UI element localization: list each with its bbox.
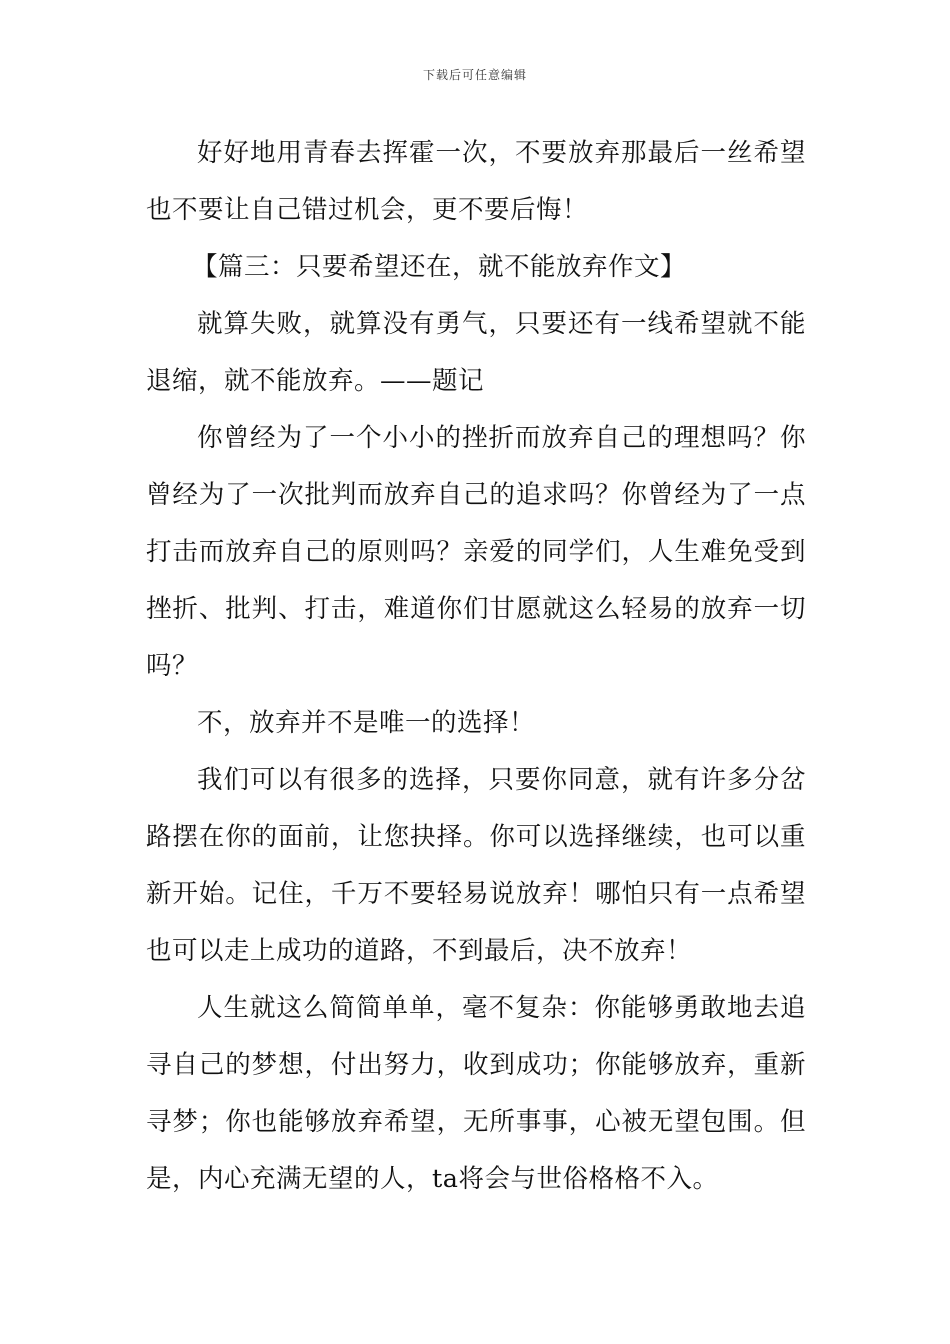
paragraph-1: 好好地用青春去挥霍一次，不要放弃那最后一丝希望也不要让自己错过机会，更不要后悔！ [146, 138, 806, 225]
paragraph-epigraph: 就算失败，就算没有勇气，只要还有一线希望就不能退缩，就不能放弃。——题记 [146, 309, 806, 396]
paragraph-4: 不，放弃并不是唯一的选择！ [197, 708, 536, 738]
paragraph-5: 我们可以有很多的选择，只要你同意，就有许多分岔路摆在你的面前，让您抉择。你可以选择继续，也可以重新开始。记住，千万不要轻易说放弃！哪怕只有一点希望也可以走上成功的道路，不到最后，决不放弃！ [146, 765, 806, 966]
page-header: 下载后可任意编辑 [422, 68, 527, 82]
paragraph-6: 人生就这么简简单单，毫不复杂：你能够勇敢地去追寻自己的梦想，付出努力，收到成功；你能够放弃，重新寻梦；你也能够放弃希望，无所事事，心被无望包围。但是，内心充满无望的人，ta将会与世俗格格不入。 [146, 993, 806, 1194]
section-heading: 【篇三：只要希望还在，就不能放弃作文】 [192, 252, 687, 282]
paragraph-3: 你曾经为了一个小小的挫折而放弃自己的理想吗？你曾经为了一次批判而放弃自己的追求吗？你曾经为了一点打击而放弃自己的原则吗？亲爱的同学们，人生难免受到挫折、批判、打击，难道你们甘愿就这么轻易的放弃一切吗？ [146, 423, 806, 681]
document-body [146, 125, 806, 1208]
